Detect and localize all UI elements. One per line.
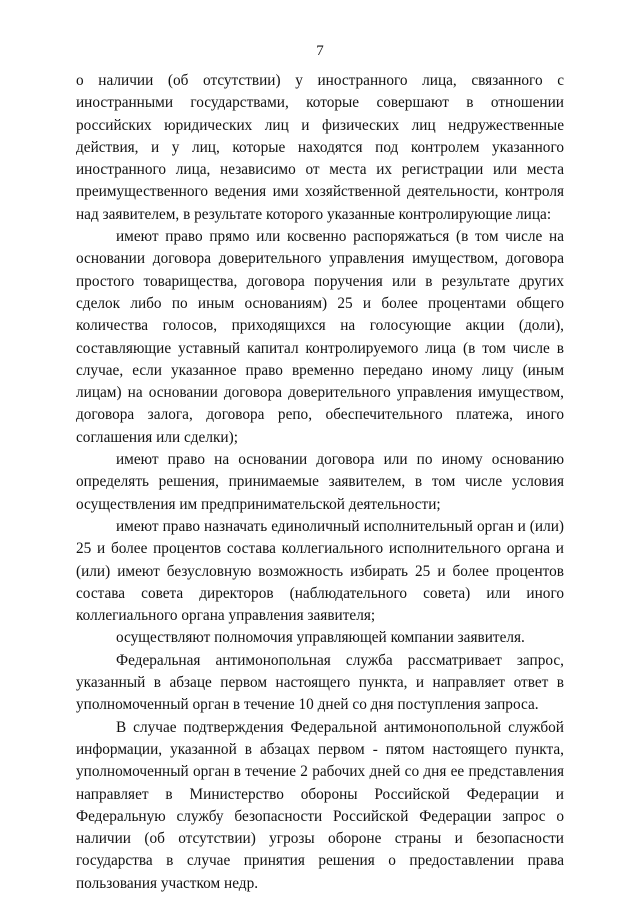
paragraph-confirmation-request: В случае подтверждения Федеральной антимонопольной службой информации, указанной в абзацах первом - пятом настоящего пункта, уполномоченный орган в течение 2 рабочих дней со дня ее представления направляет в Министерство обороны Российской Федерации и Федеральную службу безопасности Российской Федерации запрос о наличии (об отсутствии) угрозы обороне страны и безопасности государства в случае принятия решения о предоставлении права пользования участком недр.	[76, 718, 564, 892]
paragraph-appointment-rights: имеют право назначать единоличный исполнительный орган и (или) 25 и более процентов состава коллегиального исполнительного органа и (или) имеют безусловную возможность избирать 25 и более процентов состава совета директоров (наблюдательного совета) или иного коллегиального органа управления заявителя;	[76, 517, 564, 625]
document-body	[76, 70, 564, 895]
paragraph-decision-rights: имеют право на основании договора или по иному основанию определять решения, принимаемые заявителем, в том числе условия осуществления им предпринимательской деятельности;	[76, 451, 564, 513]
page-number: 7	[316, 43, 324, 59]
paragraph-voting-rights: имеют право прямо или косвенно распоряжаться (в том числе на основании договора доверительного управления имуществом, договора простого товарищества, договора поручения или в результате других сделок либо по иным основаниям) 25 и более процентами общего количества голосов, приходящихся на голосующие акции (доли), составляющие уставный капитал контролируемого лица (в том числе в случае, если указанное право временно передано иному лицу (иным лицам) на основании договора доверительного управления имуществом, договора залога, договора репо, обеспечительного платежа, иного соглашения или сделки);	[76, 228, 564, 446]
paragraph-fas-review: Федеральная антимонопольная служба рассматривает запрос, указанный в абзаце первом настоящего пункта, и направляет ответ в уполномоченный орган в течение 10 дней со дня поступления запроса.	[76, 651, 564, 714]
paragraph-management-company: осуществляют полномочия управляющей компании заявителя.	[116, 629, 525, 647]
paragraph-foreign-control-intro: о наличии (об отсутствии) у иностранного лица, связанного с иностранными государствами, которые совершают в отношении российских юридических лиц и физических лиц недружественные действия, и у лиц, которые находятся под контролем указанного иностранного лица, независимо от места их регистрации или места преимущественного ведения ими хозяйственной деятельности, контроля над заявителем, в результате которого указанные контролирующие лица:	[76, 72, 564, 223]
